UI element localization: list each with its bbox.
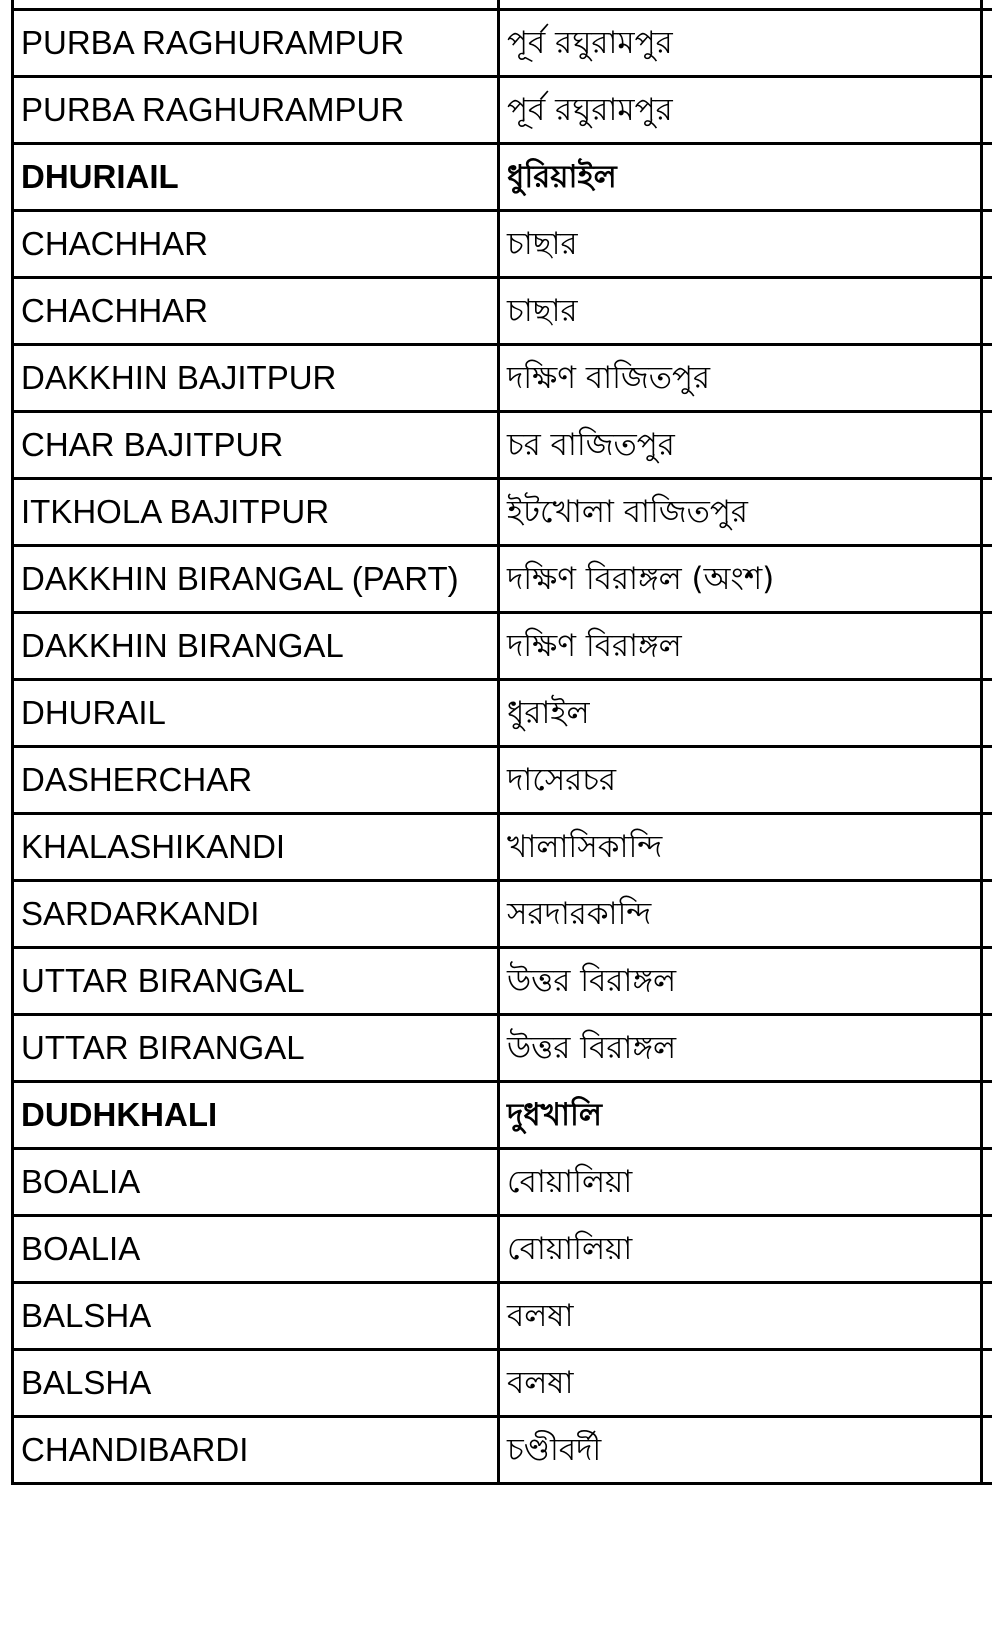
english-name-cell: DUDHKHALI: [13, 1082, 499, 1149]
extra-column-cell: [982, 278, 992, 345]
extra-column-cell: [982, 1216, 992, 1283]
extra-column-cell: [982, 10, 992, 77]
table-row: [13, 144, 992, 211]
english-name-cell: UTTAR BIRANGAL: [13, 948, 499, 1015]
extra-column-cell: [982, 0, 992, 10]
english-name-cell: CHANDIBARDI: [13, 1417, 499, 1484]
english-name-cell: CHACHHAR: [13, 278, 499, 345]
table-row: [13, 680, 992, 747]
english-name-cell: BALSHA: [13, 1350, 499, 1417]
table-row-partial-top: [13, 0, 992, 10]
table-row: [13, 747, 992, 814]
table-row: [13, 1216, 992, 1283]
english-name-cell: BOALIA: [13, 1149, 499, 1216]
bengali-name-cell: পূর্ব রঘুরামপুর: [499, 10, 982, 77]
bengali-name-cell: বোয়ালিয়া: [499, 1216, 982, 1283]
bengali-name-cell: বলষা: [499, 1350, 982, 1417]
english-name-cell: ITKHOLA BAJITPUR: [13, 479, 499, 546]
table-body: [13, 0, 992, 1484]
bengali-name-cell: উত্তর বিরাঙ্গল: [499, 948, 982, 1015]
bengali-name-cell: ইটখোলা বাজিতপুর: [499, 479, 982, 546]
bengali-name-cell: চাছার: [499, 211, 982, 278]
bengali-name-cell: ধুরিয়াইল: [499, 144, 982, 211]
table-row: [13, 1283, 992, 1350]
table-row: [13, 479, 992, 546]
bengali-name-cell: দুধখালি: [499, 1082, 982, 1149]
bengali-name-cell: চাছার: [499, 278, 982, 345]
table-row: [13, 278, 992, 345]
english-name-cell: DAKKHIN BIRANGAL (PART): [13, 546, 499, 613]
english-name-cell: CHACHHAR: [13, 211, 499, 278]
table-row: [13, 1015, 992, 1082]
table-row: [13, 211, 992, 278]
bengali-name-cell: পূর্ব রঘুরামপুর: [499, 77, 982, 144]
extra-column-cell: [982, 680, 992, 747]
extra-column-cell: [982, 1015, 992, 1082]
table-row: [13, 412, 992, 479]
extra-column-cell: [982, 412, 992, 479]
table-row: [13, 1350, 992, 1417]
extra-column-cell: [982, 1149, 992, 1216]
table-row: [13, 77, 992, 144]
english-name-cell: PURBA RAGHURAMPUR: [13, 77, 499, 144]
table-row: [13, 1149, 992, 1216]
table-row: [13, 546, 992, 613]
extra-column-cell: [982, 1417, 992, 1484]
english-name-cell: PURBA RAGHURAMPUR: [13, 10, 499, 77]
english-name-cell: SARDARKANDI: [13, 881, 499, 948]
table-row: [13, 345, 992, 412]
english-name-cell: BOALIA: [13, 1216, 499, 1283]
bengali-name-cell: ধুরাইল: [499, 680, 982, 747]
extra-column-cell: [982, 77, 992, 144]
extra-column-cell: [982, 345, 992, 412]
english-name-cell: KHALASHIKANDI: [13, 814, 499, 881]
extra-column-cell: [982, 814, 992, 881]
bengali-name-cell: দক্ষিণ বিরাঙ্গল (অংশ): [499, 546, 982, 613]
english-name-cell: DAKKHIN BAJITPUR: [13, 345, 499, 412]
bengali-name-cell: সরদারকান্দি: [499, 881, 982, 948]
bengali-name-cell: দাসেরচর: [499, 747, 982, 814]
table-row: [13, 814, 992, 881]
bengali-name-cell: চর বাজিতপুর: [499, 412, 982, 479]
bengali-name-cell: বলষা: [499, 1283, 982, 1350]
bengali-name-cell: চণ্ডীবর্দী: [499, 1417, 982, 1484]
table-row: [13, 881, 992, 948]
english-name-cell: DAKKHIN BIRANGAL: [13, 613, 499, 680]
village-name-table: [11, 0, 992, 1485]
bengali-name-cell: বোয়ালিয়া: [499, 1149, 982, 1216]
bengali-name-cell: [499, 0, 982, 10]
extra-column-cell: [982, 1283, 992, 1350]
bengali-name-cell: দক্ষিণ বিরাঙ্গল: [499, 613, 982, 680]
english-name-cell: [13, 0, 499, 10]
english-name-cell: DASHERCHAR: [13, 747, 499, 814]
extra-column-cell: [982, 948, 992, 1015]
extra-column-cell: [982, 613, 992, 680]
extra-column-cell: [982, 144, 992, 211]
english-name-cell: DHURAIL: [13, 680, 499, 747]
table-row: [13, 1082, 992, 1149]
english-name-cell: UTTAR BIRANGAL: [13, 1015, 499, 1082]
english-name-cell: CHAR BAJITPUR: [13, 412, 499, 479]
english-name-cell: BALSHA: [13, 1283, 499, 1350]
extra-column-cell: [982, 211, 992, 278]
extra-column-cell: [982, 1082, 992, 1149]
table-row: [13, 948, 992, 1015]
bengali-name-cell: খালাসিকান্দি: [499, 814, 982, 881]
bengali-name-cell: উত্তর বিরাঙ্গল: [499, 1015, 982, 1082]
bengali-name-cell: দক্ষিণ বাজিতপুর: [499, 345, 982, 412]
extra-column-cell: [982, 546, 992, 613]
extra-column-cell: [982, 479, 992, 546]
table-row: [13, 10, 992, 77]
table-row: [13, 1417, 992, 1484]
table-row: [13, 613, 992, 680]
extra-column-cell: [982, 881, 992, 948]
extra-column-cell: [982, 747, 992, 814]
english-name-cell: DHURIAIL: [13, 144, 499, 211]
extra-column-cell: [982, 1350, 992, 1417]
